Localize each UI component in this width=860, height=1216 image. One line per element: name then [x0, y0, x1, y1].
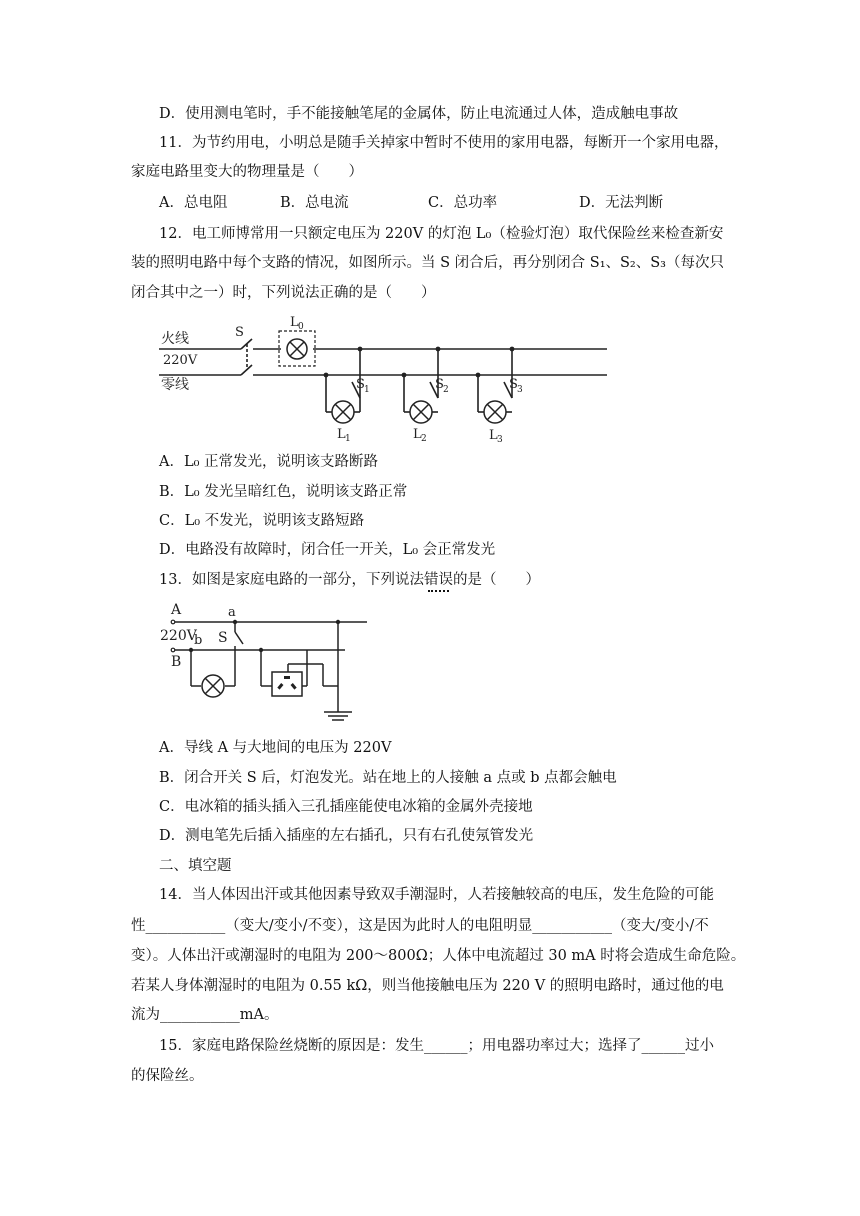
three-pin-socket-icon [277, 676, 296, 690]
l1-label: L [337, 427, 346, 442]
l2-label: L [413, 427, 422, 442]
q12-stem-line3: 闭合其中之一）时，下列说法正确的是（ ） [131, 285, 436, 301]
q12-stem-line2: 装的照明电路中每个支路的情况，如图所示。当 S 闭合后，再分别闭合 S₁、S₂、S₃（每次只 [131, 255, 724, 271]
q12-option-b: B．L₀ 发光呈暗红色，说明该支路正常 [159, 484, 408, 500]
q11-stem-line2: 家庭电路里变大的物理量是（ ） [131, 164, 363, 180]
switch-s-label: S [218, 630, 228, 646]
q13-option-b: B．闭合开关 S 后，灯泡发光。站在地上的人接触 a 点或 b 点都会触电 [159, 770, 617, 786]
wire-a-label: A [171, 602, 182, 618]
q13-option-a: A．导线 A 与大地间的电压为 220V [159, 740, 392, 756]
s1-subscript: 1 [364, 385, 370, 395]
q13-stem [159, 570, 540, 590]
lamp-l3-icon [484, 401, 506, 423]
q13-emphasis-word: 错误 [423, 572, 453, 588]
voltage-220v-label: 220V [160, 628, 197, 644]
s1-label: S [356, 377, 365, 392]
q15-line1: 15．家庭电路保险丝烧断的原因是：发生______；用电器功率过大；选择了______过小 [159, 1038, 714, 1054]
q11-option-b: B．总电流 [280, 195, 349, 211]
s2-label: S [435, 377, 444, 392]
lamp-icon [202, 675, 224, 697]
q13-stem-suffix: 的是（ ） [452, 572, 540, 588]
point-b-label: b [194, 633, 203, 648]
q14-line4: 若某人身体潮湿时的电阻为 0.55 kΩ，则当他接触电压为 220 V 的照明电路时，通过他的电 [131, 978, 724, 994]
q11-option-c: C．总功率 [428, 195, 498, 211]
lamp-l1-icon [332, 401, 354, 423]
l2-subscript: 2 [421, 434, 427, 444]
l1-subscript: 1 [345, 434, 351, 444]
q12-option-c: C．L₀ 不发光，说明该支路短路 [159, 513, 365, 529]
q11-stem-line1: 11．为节约用电，小明总是随手关掉家中暂时不使用的家用电器，每断开一个家用电器， [159, 135, 729, 151]
point-a-label: a [228, 605, 236, 620]
s3-subscript: 3 [517, 385, 523, 395]
q11-option-d: D．无法判断 [579, 195, 664, 211]
q12-stem-line1: 12．电工师博常用一只额定电压为 220V 的灯泡 L₀（检验灯泡）取代保险丝来检查新安 [159, 226, 724, 242]
s3-label: S [509, 377, 518, 392]
q11-option-a: A．总电阻 [159, 195, 228, 211]
main-switch-label: S [235, 325, 244, 340]
section-title-fill-in: 二、填空题 [159, 858, 232, 874]
q12-circuit-diagram [155, 312, 615, 447]
q14-line3: 变）。人体出汗或潮湿时的电阻为 200～800Ω；人体中电流超过 30 mA 时将会造成生命危险。 [131, 948, 746, 964]
q13-option-c: C．电冰箱的插头插入三孔插座能使电冰箱的金属外壳接地 [159, 799, 533, 815]
l0-label: L [290, 315, 299, 330]
l3-label: L [489, 428, 498, 443]
q12-option-d: D．电路没有故障时，闭合任一开关，L₀ 会正常发光 [159, 542, 496, 558]
q13-stem-prefix: 13．如图是家庭电路的一部分，下列说法 [159, 572, 424, 588]
q14-line1: 14．当人体因出汗或其他因素导致双手潮湿时，人若接触较高的电压，发生危险的可能 [159, 887, 714, 903]
q15-line2: 的保险丝。 [131, 1068, 204, 1084]
wire-b-label: B [171, 654, 182, 670]
lamp-l2-icon [410, 401, 432, 423]
q13-option-d: D．测电笔先后插入插座的左右插孔，只有右孔使氖管发光 [159, 828, 534, 844]
l3-subscript: 3 [497, 435, 503, 445]
lamp-l0-icon [287, 339, 307, 359]
l0-subscript: 0 [298, 322, 304, 332]
s2-subscript: 2 [443, 385, 449, 395]
neutral-wire-label: 零线 [161, 377, 189, 393]
q12-option-a: A．L₀ 正常发光，说明该支路断路 [159, 454, 379, 470]
q14-line5: 流为___________mA。 [131, 1007, 279, 1023]
q14-line2: 性___________（变大/变小/不变），这是因为此时人的电阻明显___________（变大/变小/不 [131, 918, 709, 934]
voltage-label: 220V [163, 353, 198, 368]
live-wire-label: 火线 [161, 331, 189, 347]
q13-circuit-diagram [155, 600, 375, 730]
q10-option-d: D．使用测电笔时，手不能接触笔尾的金属体，防止电流通过人体，造成触电事故 [159, 106, 679, 122]
